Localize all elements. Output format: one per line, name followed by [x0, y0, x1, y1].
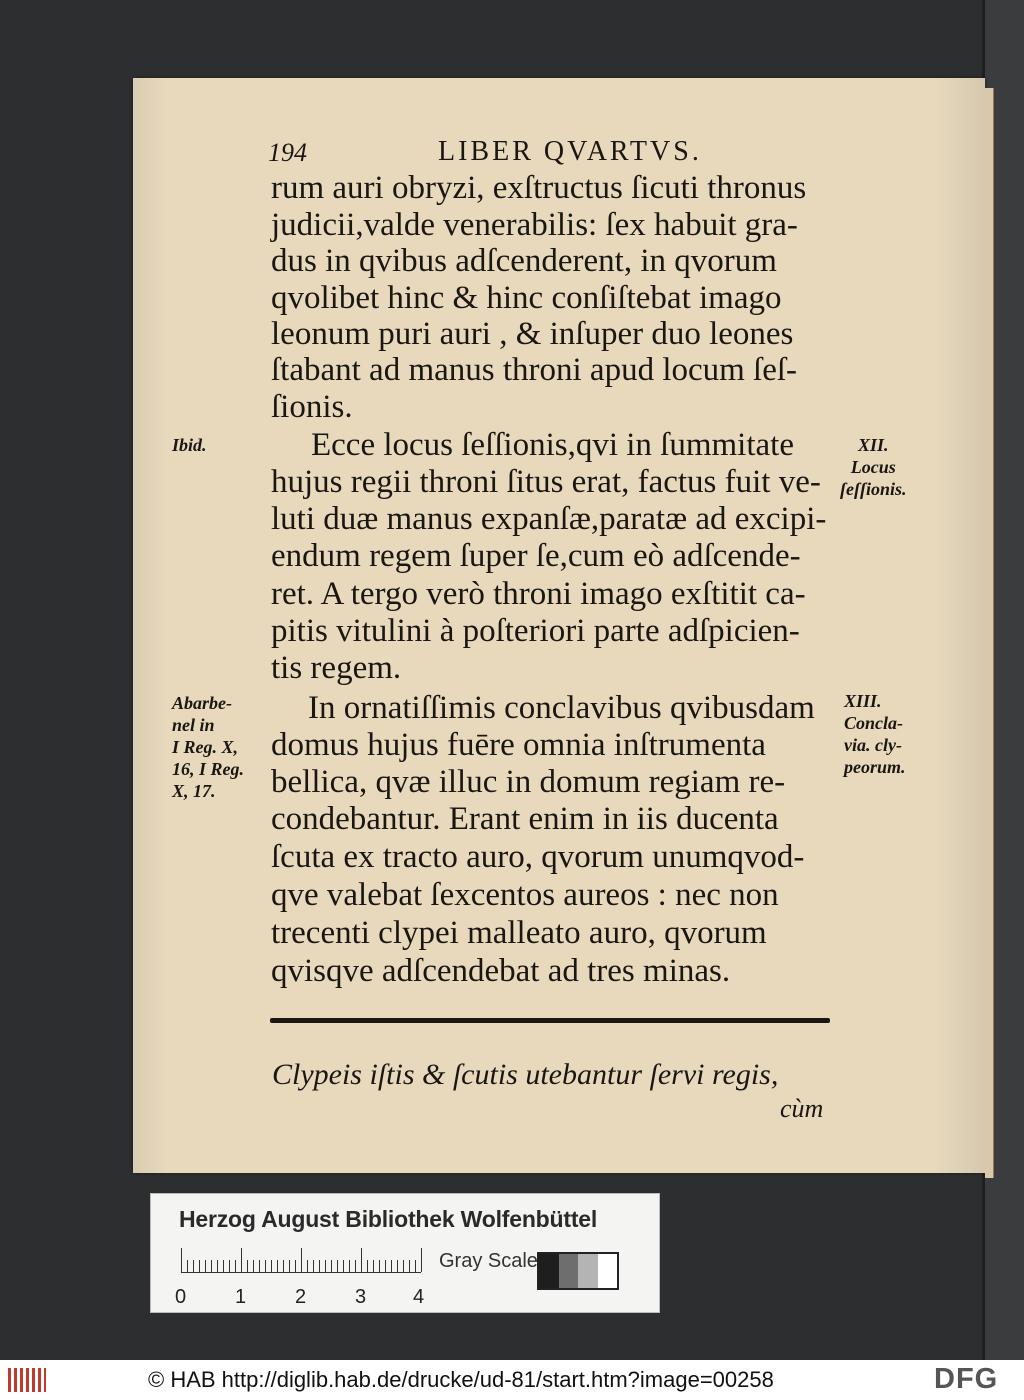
source-reference[interactable]: © HAB http://diglib.hab.de/drucke/ud-81/start.htm?image=00258 [148, 1367, 774, 1392]
scale-number: 0 [175, 1286, 187, 1308]
margin-note-xiii [844, 690, 906, 778]
ruler-tick [247, 1260, 248, 1272]
text-line: qvolibet hinc & hinc conſiſtebat imago [271, 280, 782, 316]
ruler-tick [355, 1260, 356, 1272]
scale-number: 3 [355, 1286, 367, 1308]
text-line: pitis vitulini à poſteriori parte adſpicien- [271, 613, 800, 649]
ruler-tick [337, 1260, 338, 1272]
note-line: Locus [850, 457, 896, 477]
ruler-tick [307, 1260, 308, 1272]
ruler-tick [421, 1248, 422, 1272]
ruler-scale [181, 1248, 431, 1276]
page-header [268, 134, 788, 168]
gray-swatch [539, 1254, 559, 1288]
text-line: rum auri obryzi, exſtructus ſicuti thronus [271, 170, 807, 206]
text-line: domus hujus fuēre omnia inſtrumenta [271, 727, 766, 763]
ruler-tick [283, 1260, 284, 1272]
ruler-tick [361, 1248, 362, 1272]
footnote-rule [270, 1018, 830, 1023]
note-line: 16, I Reg. [172, 759, 244, 779]
ruler-tick [259, 1260, 260, 1272]
ruler-tick [223, 1260, 224, 1272]
ruler-tick [373, 1260, 374, 1272]
page-number: 194 [268, 138, 307, 167]
text-line: In ornatiſſimis conclavibus qvibusdam [308, 690, 815, 726]
scale-number: 1 [235, 1286, 247, 1308]
note-line: Abarbe- [172, 693, 232, 713]
footer-bar [0, 1360, 1024, 1400]
ruler-tick [403, 1260, 404, 1272]
ruler-tick [253, 1260, 254, 1272]
text-line: qvisqve adſcendebat ad tres minas. [271, 953, 731, 989]
ruler-tick [331, 1260, 332, 1272]
text-line: hujus regii throni ſitus erat, factus fuit ve- [271, 464, 821, 500]
note-line: XII. [857, 435, 889, 455]
gray-swatch [578, 1254, 598, 1288]
ruler-tick [367, 1260, 368, 1272]
text-line: trecenti clypei malleato auro, qvorum [271, 915, 767, 951]
ruler-tick [193, 1260, 194, 1272]
note-line: via. cly- [844, 735, 902, 755]
page-edge [985, 88, 994, 1178]
gray-scale-swatches [537, 1252, 619, 1290]
ruler-tick [289, 1260, 290, 1272]
ruler-tick [241, 1248, 242, 1272]
margin-note-abarbenel [172, 692, 244, 802]
ruler-tick [211, 1260, 212, 1272]
scale-number: 4 [413, 1286, 425, 1308]
ruler-tick [325, 1260, 326, 1272]
library-scale-card [150, 1193, 660, 1313]
library-name: Herzog August Bibliothek Wolfenbüttel [179, 1206, 598, 1232]
note-line: X, 17. [172, 781, 216, 801]
ruler-baseline [181, 1272, 421, 1273]
ruler-tick [397, 1260, 398, 1272]
note-line: peorum. [844, 757, 906, 777]
ruler-tick [379, 1260, 380, 1272]
hab-logo-icon [8, 1368, 46, 1392]
ruler-tick [409, 1260, 410, 1272]
note-line: nel in [172, 715, 215, 735]
text-line: bellica, qvæ illuc in domum regiam re- [271, 764, 786, 800]
text-line: ſionis. [271, 389, 353, 425]
ruler-tick [271, 1260, 272, 1272]
text-line: ſtabant ad manus throni apud locum ſeſ- [271, 352, 798, 388]
note-line: I Reg. X, [172, 737, 239, 757]
ruler-tick [181, 1248, 182, 1272]
footnote-line: Clypeis iſtis & ſcutis utebantur ſervi regis, [272, 1058, 779, 1091]
text-line: luti duæ manus expanſæ,paratæ ad excipi- [271, 501, 827, 537]
catchword: cùm [780, 1094, 824, 1123]
text-line: ret. A tergo verò throni imago exſtitit ca- [271, 576, 806, 612]
ruler-tick [235, 1260, 236, 1272]
note-line: XIII. [844, 691, 882, 711]
text-line: leonum puri auri , & inſuper duo leones [271, 316, 794, 352]
text-line: condebantur. Erant enim in iis ducenta [271, 801, 779, 837]
text-line: judicii,valde venerabilis: ſex habuit gra- [271, 207, 798, 243]
gray-scale-label: Gray Scale [439, 1250, 538, 1272]
ruler-tick [343, 1260, 344, 1272]
text-line: Ecce locus ſeſſionis,qvi in ſummitate [311, 427, 794, 463]
running-title: LIBER QVARTVS. [438, 136, 702, 167]
ruler-tick [319, 1260, 320, 1272]
gray-swatch [598, 1254, 618, 1288]
margin-note-xii [840, 434, 907, 500]
text-line: ſcuta ex tracto auro, qvorum unumqvod- [271, 839, 805, 875]
ruler-tick [205, 1260, 206, 1272]
text-line: tis regem. [271, 650, 402, 686]
ruler-tick [349, 1260, 350, 1272]
margin-note-ibid: Ibid. [172, 435, 207, 455]
ruler-tick [385, 1260, 386, 1272]
text-line: dus in qvibus adſcenderent, in qvorum [271, 243, 777, 279]
ruler-tick [187, 1260, 188, 1272]
ruler-tick [217, 1260, 218, 1272]
ruler-tick [391, 1260, 392, 1272]
dfg-logo: DFG [934, 1363, 999, 1395]
ruler-tick [313, 1260, 314, 1272]
note-line: Concla- [844, 713, 904, 733]
note-line: ſeſſionis. [840, 479, 907, 499]
ruler-tick [265, 1260, 266, 1272]
scale-number: 2 [295, 1286, 307, 1308]
ruler-tick [301, 1248, 302, 1272]
ruler-tick [295, 1260, 296, 1272]
gray-swatch [559, 1254, 579, 1288]
ruler-tick [199, 1260, 200, 1272]
text-line: qve valebat ſexcentos aureos : nec non [271, 877, 779, 913]
ruler-tick [229, 1260, 230, 1272]
text-line: endum regem ſuper ſe,cum eò adſcende- [271, 538, 801, 574]
ruler-tick [415, 1260, 416, 1272]
ruler-tick [277, 1260, 278, 1272]
